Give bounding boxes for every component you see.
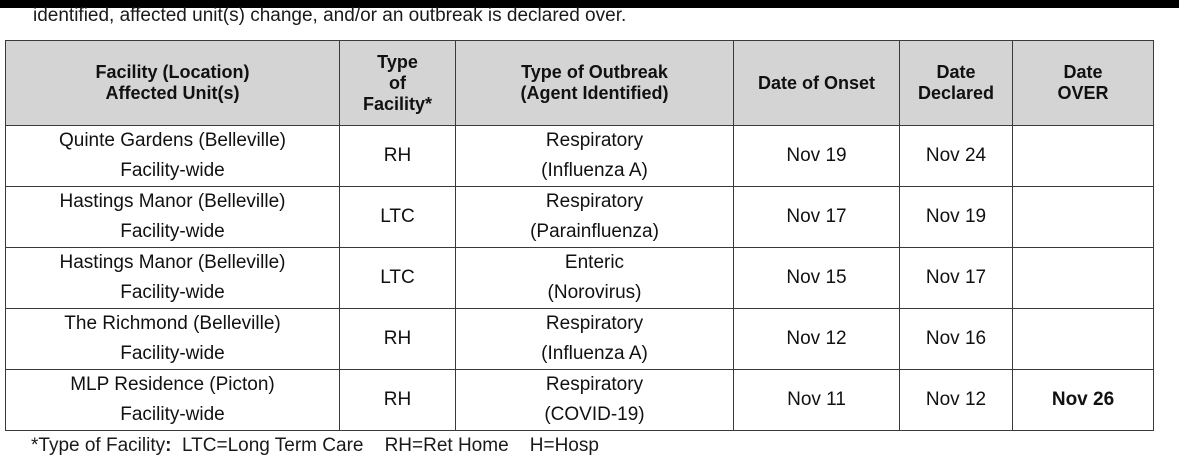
onset-date-cell: Nov 11 [734,370,900,431]
header-facility: Facility (Location) Affected Unit(s) [6,41,340,126]
facility-cell [6,187,340,248]
outbreak-cell [456,248,734,309]
declared-date-cell: Nov 12 [900,370,1013,431]
header-type-of-facility: Type of Facility* [340,41,456,126]
facility-cell [6,248,340,309]
table-row [6,370,1154,431]
outbreak-type: Enteric [564,252,625,273]
facility-type-cell: LTC [340,187,456,248]
facility-type-cell: RH [340,126,456,187]
outbreak-agent: (Influenza A) [541,343,648,364]
table-row [6,126,1154,187]
affected-unit: Facility-wide [120,343,225,364]
over-date-cell [1013,309,1154,370]
outbreak-cell [456,370,734,431]
onset-date-cell: Nov 19 [734,126,900,187]
over-date-cell [1013,248,1154,309]
intro-text: identified, affected unit(s) change, and/or an outbreak is declared over. [33,5,627,26]
outbreak-table [5,40,1154,431]
facility-type-cell: RH [340,309,456,370]
outbreak-agent: (Influenza A) [541,160,648,181]
facility-cell [6,126,340,187]
facility-name: Quinte Gardens (Belleville) [58,130,287,151]
affected-unit: Facility-wide [120,221,225,242]
table-row [6,248,1154,309]
table-row [6,187,1154,248]
header-date-over: Date OVER [1013,41,1154,126]
footnote-colon: : [165,435,172,456]
header-date-declared: Date Declared [900,41,1013,126]
footnote-label: *Type of Facility [31,435,166,456]
table-row [6,309,1154,370]
facility-name: Hastings Manor (Belleville) [59,191,286,212]
over-date-cell [1013,126,1154,187]
affected-unit: Facility-wide [120,160,225,181]
declared-date-cell: Nov 16 [900,309,1013,370]
declared-date-cell: Nov 24 [900,126,1013,187]
affected-unit: Facility-wide [120,282,225,303]
outbreak-type: Respiratory [545,313,644,334]
table-header-row [6,41,1154,126]
outbreak-cell [456,126,734,187]
over-date-cell [1013,187,1154,248]
onset-date-cell: Nov 15 [734,248,900,309]
facility-cell [6,370,340,431]
outbreak-cell [456,187,734,248]
outbreak-agent: (COVID-19) [544,404,645,425]
declared-date-cell: Nov 19 [900,187,1013,248]
facility-type-cell: LTC [340,248,456,309]
declared-date-cell: Nov 17 [900,248,1013,309]
outbreak-cell [456,309,734,370]
outbreak-type: Respiratory [545,191,644,212]
over-date-cell: Nov 26 [1013,370,1154,431]
affected-unit: Facility-wide [120,404,225,425]
facility-name: Hastings Manor (Belleville) [59,252,286,273]
facility-type-cell: RH [340,370,456,431]
footnote-legend: LTC=Long Term Care RH=Ret Home H=Hosp [171,435,599,456]
outbreak-agent: (Norovirus) [547,282,642,303]
facility-cell [6,309,340,370]
onset-date-cell: Nov 12 [734,309,900,370]
facility-name: The Richmond (Belleville) [64,313,281,334]
facility-type-footnote [31,434,599,458]
outbreak-type: Respiratory [545,374,644,395]
outbreak-agent: (Parainfluenza) [530,221,659,242]
facility-name: MLP Residence (Picton) [70,374,275,395]
outbreak-type: Respiratory [545,130,644,151]
header-date-of-onset: Date of Onset [734,41,900,126]
onset-date-cell: Nov 17 [734,187,900,248]
header-type-of-outbreak: Type of Outbreak (Agent Identified) [456,41,734,126]
